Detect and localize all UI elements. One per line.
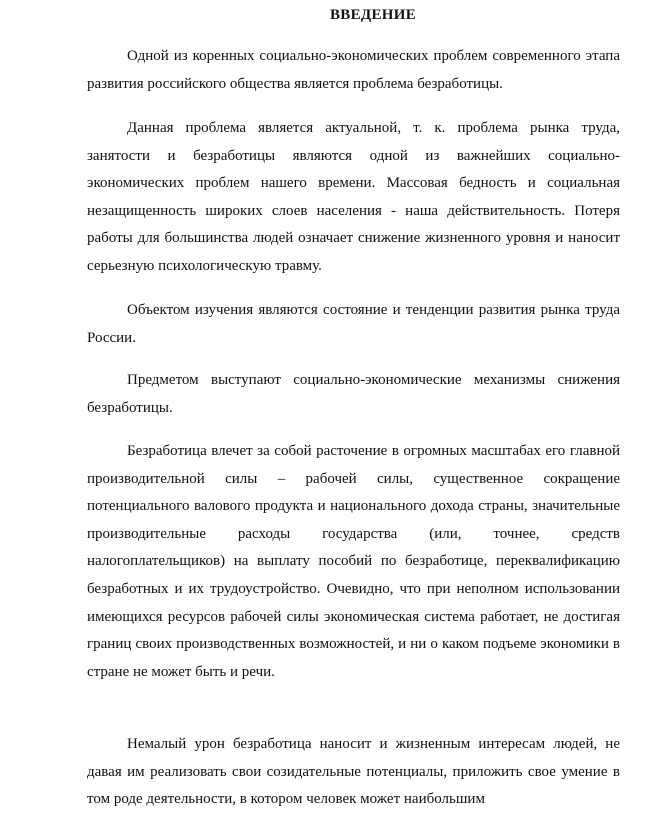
paragraph-object: Объектом изучения являются состояние и тенденции развития рынка труда России. <box>87 302 620 346</box>
paragraph-damage: Немалый урон безработица наносит и жизненным интересам людей, не давая им реализовать свои созидательные потенциалы, приложить свое умение в том роде деятельности, в котором человек может наибольшим <box>87 736 620 808</box>
paragraph-intro: Одной из коренных социально-экономических проблем современного этапа развития российского общества является проблема безработицы. <box>87 48 620 92</box>
page-title: ВВЕДЕНИЕ <box>329 7 417 23</box>
paragraph-consequences: Безработица влечет за собой расточение в огромных масштабах его главной производительной силы – рабочей силы, существенное сокращение потенциального валового продукта и национального дохода страны, значительные производительные расходы государства (или, точнее, средств налогоплательщиков) на выплату пособий по безработице, переквалификацию безработных и их трудоустройство. Очевидно, что при неполном использовании имеющихся ресурсов рабочей силы экономическая система работает, не достигая границ своих производственных возможностей, и ни о каком подъеме экономики в стране не может быть и речи. <box>87 443 620 680</box>
paragraph-relevance: Данная проблема является актуальной, т. к. проблема рынка труда, занятости и безработицы являются одной из важнейших социально-экономических проблем нашего времени. Массовая бедность и социальная незащищенность широких слоев населения - наша действительность. Потеря работы для большинства людей означает снижение жизненного уровня и наносит серьезную психологическую травму. <box>87 120 620 274</box>
paragraph-subject: Предметом выступают социально-экономические механизмы снижения безработицы. <box>87 372 620 416</box>
